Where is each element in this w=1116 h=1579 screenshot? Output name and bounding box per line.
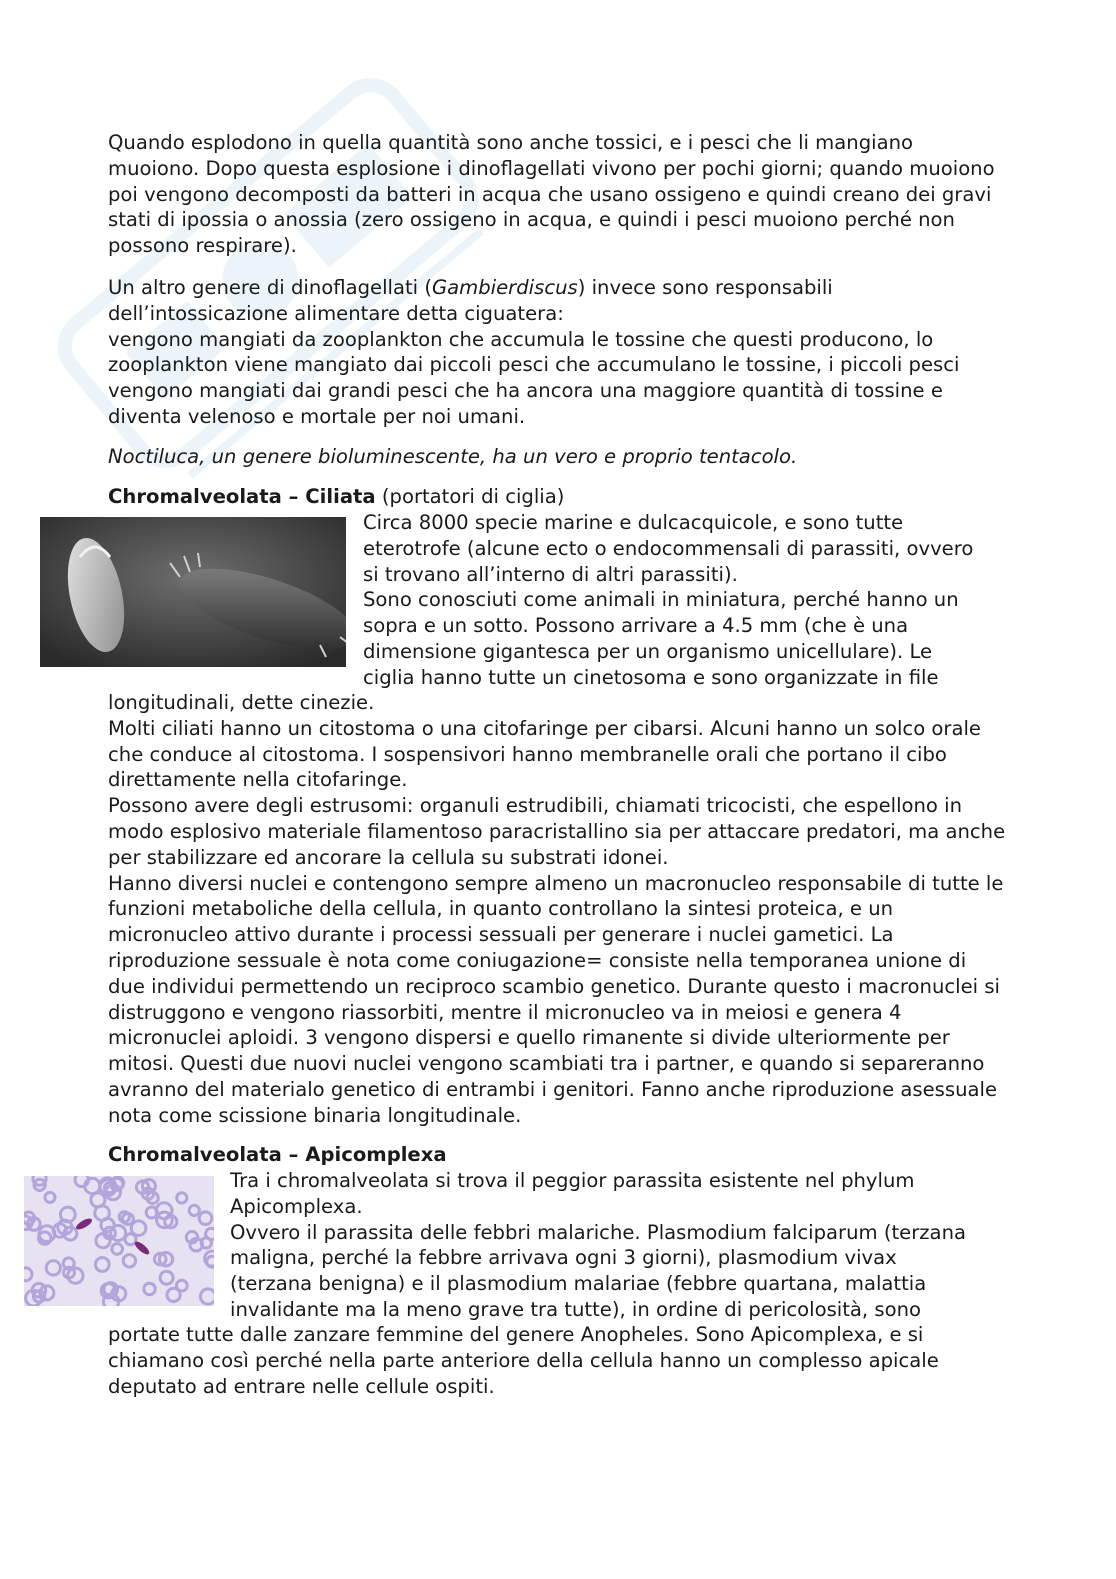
watermark-logo	[18, 38, 518, 508]
paragraph-anopheles: portate tutte dalle zanzare femmine del genere Anopheles. Sono Apicomplexa, e si chiamano così perché nella parte anteriore della cellula hanno un complesso apicale deputato ad entrare nelle cellule ospiti.	[108, 1323, 939, 1398]
wrapped-line: invalidante ma la meno grave tra tutte), in ordine di pericolosità, sono	[230, 1297, 921, 1321]
wrapped-line: Apicomplexa.	[230, 1194, 363, 1218]
ciliata-wrapped-text	[363, 510, 1013, 691]
red-blood-cell	[46, 1261, 60, 1275]
line-after-wrap: longitudinali, dette cinezie.	[108, 691, 375, 714]
paragraph-text: Noctiluca, un genere bioluminescente, ha un vero e proprio tentacolo.	[108, 445, 798, 468]
red-blood-cell	[177, 1193, 187, 1203]
genus-name: Gambierdiscus	[431, 276, 578, 299]
wrapped-line: Sono conosciuti come animali in miniatura, perché hanno un	[363, 588, 959, 612]
wrapped-line: Ovvero il parassita delle febbri malariche. Plasmodium falciparum (terzana	[230, 1220, 966, 1244]
plasmodium-gametocyte	[133, 1240, 151, 1257]
wrapped-line: Circa 8000 specie marine e dulcacquicole, e sono tutte	[363, 511, 904, 534]
red-blood-cell	[160, 1271, 173, 1284]
red-blood-cell	[189, 1205, 199, 1215]
wrapped-line: dimensione gigantesca per un organismo unicellulare). Le	[363, 639, 933, 663]
red-blood-cell	[24, 1268, 32, 1281]
plasmodium-gametocyte	[74, 1216, 93, 1231]
section-heading-ciliata	[108, 484, 1008, 510]
paragraph-noctiluca	[108, 444, 1008, 470]
paragraph-text: Quando esplodono in quella quantità sono anche tossici, e i pesci che li mangiano muoiono. Dopo questa esplosione i dinoflagellati vivono per pochi giorni; quando muoiono poi vengono decomposti da batteri in acqua che usano ossigeno e quindi creano dei gravi stati di ipossia o anossia (zero ossigeno in acqua, e quindi i pesci muoiono perché non possono respirare).	[108, 131, 995, 258]
wrapped-line: eterotrofe (alcune ecto o endocommensali di parassiti, ovvero	[363, 536, 974, 560]
wrapped-line: sopra e un sotto. Possono arrivare a 4.5 mm (che è una	[363, 614, 909, 638]
apicomplexa-body	[108, 1322, 1008, 1399]
paragraph-estrusomi: Possono avere degli estrusomi: organuli estrudibili, chiamati tricocisti, che espellono in modo esplosivo materiale filamentoso paracristallino sia per attaccare predatori, ma anche per stabilizzare ed ancorare la cellula su substrati idonei.	[108, 794, 1006, 869]
red-blood-cell	[123, 1255, 135, 1267]
red-blood-cell	[95, 1258, 109, 1272]
text-span: Un altro genere di dinoflagellati (	[108, 276, 432, 299]
ciliata-body	[108, 690, 1008, 1129]
heading-rest: (portatori di ciglia)	[375, 485, 565, 508]
malaria-blood-smear-image	[24, 1176, 214, 1306]
paragraph-nuclei: Hanno diversi nuclei e contengono sempre almeno un macronucleo responsabile di tutte le funzioni metaboliche della cellula, in quanto controllano la sintesi proteica, e un micronucleo attivo durante i processi sessuali per generare i nuclei gametici. La riproduzione sessuale è nota come coniugazione= consiste nella temporanea unione di due individui permettendo un reciproco scambio genetico. Durante questo i macronuclei si distruggono e vengono riassorbiti, mentre il micronucleo va in meiosi e genera 4 micronuclei aploidi. 3 vengono dispersi e quello rimanente si divide ulteriormente per mitosi. Questi due nuovi nuclei vengono scambiati tra i partner, e quando si separeranno avranno del materialo genetico di entrambi i genitori. Fanno anche riproduzione asessuale nota come scissione binaria longitudinale.	[108, 871, 1004, 1127]
wrapped-line: maligna, perché la febbre arrivava ogni 3 giorni), plasmodium vivax	[230, 1246, 897, 1270]
wrapped-line: si trovano all’interno di altri parassiti).	[363, 562, 738, 586]
text-span: ) invece sono responsabili dell’intossicazione alimentare detta ciguatera:	[108, 276, 833, 325]
red-blood-cell	[131, 1221, 146, 1236]
paragraph-citostoma: Molti ciliati hanno un citostoma o una citofaringe per cibarsi. Alcuni hanno un solco orale che conduce al citostoma. I sospensivori hanno membranelle orali che portano il cibo direttamente nella citofaringe.	[108, 716, 981, 792]
section-heading-apicomplexa	[108, 1142, 1008, 1168]
paragraph-gambierdiscus	[108, 275, 1008, 430]
red-blood-cell	[167, 1288, 180, 1301]
red-blood-cell	[45, 1192, 55, 1202]
red-blood-cell	[101, 1218, 114, 1231]
paragraph-dinoflagellati-esplosione	[108, 130, 1008, 259]
red-blood-cell	[112, 1244, 123, 1255]
wrapped-line: ciglia hanno tutte un cinetosoma e sono organizzate in file	[363, 665, 939, 689]
heading-bold: Chromalveolata – Ciliata	[108, 485, 376, 508]
red-blood-cell	[199, 1212, 212, 1225]
paragraph-text	[108, 275, 1008, 327]
heading-bold: Chromalveolata – Apicomplexa	[108, 1143, 447, 1166]
ciliate-microscope-image	[40, 517, 346, 667]
apicomplexa-wrapped-text	[230, 1168, 1030, 1323]
wrapped-line: Tra i chromalveolata si trova il peggior parassita esistente nel phylum	[230, 1169, 915, 1192]
wrapped-line: (terzana benigna) e il plasmodium malariae (febbre quartana, malattia	[230, 1272, 927, 1296]
paragraph-continuation: vengono mangiati da zooplankton che accumula le tossine che questi producono, lo zooplankton viene mangiato dai piccoli pesci che accumulano le tossine, i piccoli pesci vengono mangiati dai grandi pesci che ha ancora una maggiore quantità di tossine e diventa velenoso e mortale per noi umani.	[108, 327, 960, 428]
red-blood-cell	[144, 1283, 155, 1294]
red-blood-cell	[200, 1289, 214, 1304]
red-blood-cell	[91, 1193, 105, 1207]
